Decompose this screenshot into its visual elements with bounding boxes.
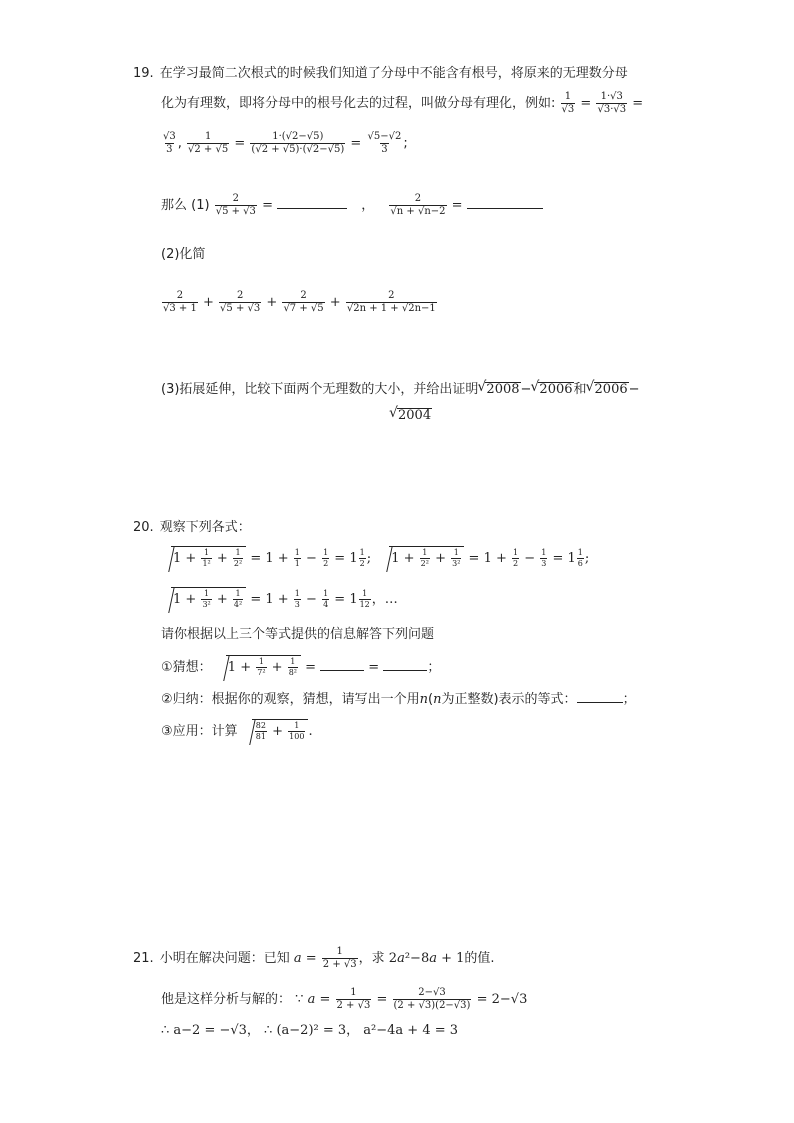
sqrt-expression: 1 + $\frac{1}{\text{1²}}$ + $\frac{1}{\text{2²}}$ bbox=[171, 546, 246, 571]
q19-part3-cont bbox=[390, 406, 432, 426]
sqrt-2006: √ 2006 bbox=[538, 382, 573, 397]
answer-blank[interactable] bbox=[320, 658, 364, 671]
sqrt-expression: 1 + $\frac{1}{\text{3²}}$ + $\frac{1}{\text{4²}}$ bbox=[171, 587, 246, 612]
sum-term: $\frac{2}{√7 + √5}$ bbox=[283, 290, 324, 314]
sum-term: $\frac{2}{√5 + √3}$ bbox=[220, 290, 261, 314]
example-fraction: $\frac{1\cdot(√2-√5)}{(√2 + √5)\cdot(√2-√5)}$ bbox=[251, 131, 345, 155]
answer-blank[interactable] bbox=[277, 196, 347, 209]
q20-intro: 20. 观察下列各式： bbox=[133, 520, 251, 535]
example-fraction: $\frac{1}{√3}$ bbox=[561, 91, 575, 115]
q19-part2-expression: $\frac{2}{√3 + 1}$ + $\frac{2}{√5 + √3}$ + $\frac{2}{√7 + √5}$ + $\frac{2}{√2n + 1 + √2n-1}$ bbox=[163, 290, 436, 314]
q19-line1 bbox=[133, 64, 628, 84]
question-number: 19. bbox=[133, 66, 154, 81]
answer-blank[interactable] bbox=[383, 658, 427, 671]
part1-fraction-b: $\frac{2}{√n + √n-2}$ bbox=[390, 193, 446, 217]
question-number: 21. bbox=[133, 951, 154, 966]
q19-line2: 化为有理数，即将分母中的根号化去的过程，叫做分母有理化，例如: $\frac{1}{√3}$ = $\frac{1\cdot√3}{√3\cdot√3}$ = bbox=[161, 91, 644, 115]
example-fraction: $\frac{1}{√2 + √5}$ bbox=[188, 131, 229, 155]
answer-blank[interactable] bbox=[467, 196, 543, 209]
sqrt-2004: √ 2004 bbox=[397, 408, 432, 423]
example-fraction: $\frac{√3}{3}$ bbox=[163, 131, 176, 155]
q20-guess: ①猜想： 1 + $\frac{1}{\text{7²}}$ + $\frac{1}{\text{8²}}$ = = ； bbox=[161, 654, 440, 682]
sqrt-2008: √ 2008 bbox=[485, 382, 520, 397]
q19-text-line2: 化为有理数，即将分母中的根号化去的过程，叫做分母有理化，例如: bbox=[161, 96, 556, 111]
example-fraction: $\frac{1\cdot√3}{√3\cdot√3}$ bbox=[597, 91, 627, 115]
q20-equations-row2: 1 + $\frac{1}{\text{3²}}$ + $\frac{1}{\text{4²}}$ = 1 + $\frac{1}{3}$ − $\frac{1}{4}$ = 1 $\frac{1}{12}$ ，… bbox=[161, 586, 398, 614]
sum-term: $\frac{2}{√3 + 1}$ bbox=[163, 290, 197, 314]
given-fraction: $\frac{1}{2 + √3}$ bbox=[322, 946, 357, 970]
q19-part3: (3)拓展延伸，比较下面两个无理数的大小，并给出证明√ 2008−√ 2006和√ 2006− bbox=[161, 380, 640, 400]
part1-fraction-a: $\frac{2}{√5 + √3}$ bbox=[215, 193, 256, 217]
example-fraction: $\frac{√5-√2}{3}$ bbox=[367, 131, 402, 155]
sqrt-expression: 1 + $\frac{1}{\text{7²}}$ + $\frac{1}{\text{8²}}$ bbox=[226, 655, 301, 680]
part3-text: (3)拓展延伸，比较下面两个无理数的大小，并给出证明 bbox=[161, 382, 479, 397]
q21-line2: 他是这样分析与解的： ∵ a = $\frac{1}{2 + √3}$ = $\frac{2-√3}{(2 + √3)(2-√3)}$ = 2−√3 bbox=[161, 987, 528, 1011]
q20-equations-row1: 1 + $\frac{1}{\text{1²}}$ + $\frac{1}{\text{2²}}$ = 1 + $\frac{1}{1}$ − $\frac{1}{2}$ = 1 $\frac{1}{2}$ ; 1 + $\frac{1}{\text{2²}}$ + $\frac{1}{\text{3²}}$ = 1 + $\frac{1}{2}$ − $\frac{1}{3}$ = 1 $\frac{1}{6}$ ; bbox=[161, 545, 589, 573]
answer-blank[interactable] bbox=[577, 690, 623, 703]
q21-line3: ∴ a−2 = −√3， ∴ (a−2)² = 3， a²−4a + 4 = 3 bbox=[161, 1023, 459, 1038]
sqrt-2006b: √ 2006 bbox=[594, 382, 629, 397]
q20-induce: ②归纳：根据你的观察，猜想，请写出一个用n(n为正整数)表示的等式： ； bbox=[161, 692, 636, 707]
q19-part1: 那么 (1) $\frac{2}{√5 + √3}$ = ， $\frac{2}{√n + √n-2}$ = bbox=[161, 193, 543, 218]
q20-apply: ③应用：计算 $\frac{82}{81}$ + $\frac{1}{100}$ . bbox=[161, 718, 313, 746]
q19-line3: $\frac{√3}{3}$ , $\frac{1}{√2 + √5}$ = $\frac{1\cdot(√2-√5)}{(√2 + √5)\cdot(√2-√5)}$ = $\frac{√5-√2}{3}$ ; bbox=[163, 131, 408, 155]
sum-term: $\frac{2}{√2n + 1 + √2n-1}$ bbox=[346, 290, 436, 314]
q20-instruction: 请你根据以上三个等式提供的信息解答下列问题 bbox=[161, 627, 435, 642]
q21-line1: 21. 小明在解决问题：已知 a = $\frac{1}{2 + √3}$ ，求 2a²−8a + 1的值. bbox=[133, 946, 495, 970]
q19-text-line1: 在学习最简二次根式的时候我们知道了分母中不能含有根号，将原来的无理数分母 bbox=[159, 66, 628, 81]
sqrt-expression: $\frac{82}{81}$ + $\frac{1}{100}$ bbox=[252, 719, 309, 744]
part1-prefix: 那么 (1) bbox=[161, 198, 210, 213]
question-number: 20. bbox=[133, 520, 154, 535]
q19-part2-label: (2)化简 bbox=[161, 247, 206, 262]
sqrt-expression: 1 + $\frac{1}{\text{2²}}$ + $\frac{1}{\text{3²}}$ bbox=[389, 546, 464, 571]
